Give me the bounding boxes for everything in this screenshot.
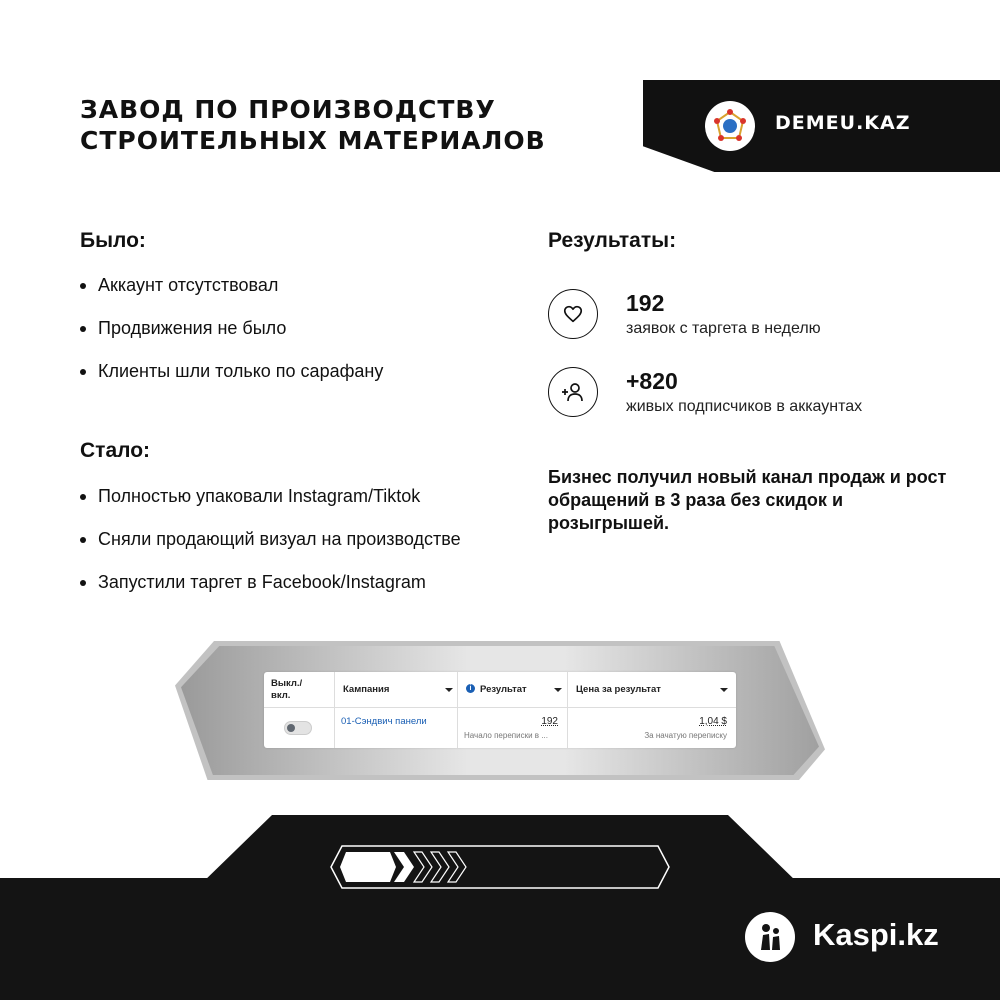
after-list bbox=[80, 485, 520, 614]
cost-column bbox=[567, 672, 737, 748]
stat-icon-circle bbox=[548, 289, 598, 339]
result-column bbox=[457, 672, 568, 748]
cost-subtext: За начатую переписку bbox=[644, 731, 727, 740]
column-header-toggle-line-2: вкл. bbox=[271, 690, 291, 701]
list-item: Аккаунт отсутствовал bbox=[80, 274, 520, 317]
kaspi-brand-text: Kaspi.kz bbox=[813, 917, 939, 952]
toggle-knob bbox=[287, 724, 295, 732]
campaign-column bbox=[334, 672, 458, 748]
atom-logo-icon bbox=[713, 109, 747, 143]
result-subtext: Начало переписки в ... bbox=[464, 731, 548, 740]
campaign-toggle[interactable] bbox=[284, 721, 312, 735]
kaspi-figure-icon bbox=[753, 920, 787, 954]
after-heading: Стало: bbox=[80, 439, 151, 462]
before-list bbox=[80, 274, 520, 403]
before-heading: Было: bbox=[80, 229, 146, 252]
kaspi-logo bbox=[745, 912, 795, 962]
progress-chevron bbox=[431, 852, 449, 882]
heart-icon bbox=[562, 303, 584, 325]
page-title-line-1: ЗАВОД ПО ПРОИЗВОДСТВУ bbox=[80, 95, 496, 124]
info-icon[interactable]: i bbox=[466, 684, 475, 693]
list-item: Полностью упаковали Instagram/Tiktok bbox=[80, 485, 520, 528]
column-header-result[interactable]: Результат bbox=[480, 684, 527, 695]
column-header-toggle-line-1: Выкл./ bbox=[271, 678, 303, 689]
stat-label: заявок с таргета в неделю bbox=[626, 320, 821, 337]
ads-results-table bbox=[264, 672, 736, 748]
stat-icon-circle bbox=[548, 367, 598, 417]
cost-value: 1,04 $ bbox=[699, 716, 727, 727]
column-header-campaign[interactable]: Кампания bbox=[343, 684, 390, 695]
progress-chevron bbox=[414, 852, 432, 882]
progress-chevron bbox=[448, 852, 466, 882]
brand-logo bbox=[705, 101, 755, 151]
stat-label: живых подписчиков в аккаунтах bbox=[626, 398, 863, 415]
results-summary: Бизнес получил новый канал продаж и рост обращений в 3 раза без скидок и розыгрышей. bbox=[548, 467, 947, 533]
list-item: Клиенты шли только по сарафану bbox=[80, 360, 520, 403]
progress-step-filled bbox=[340, 852, 396, 882]
list-item: Сняли продающий визуал на производстве bbox=[80, 528, 520, 571]
result-value: 192 bbox=[541, 716, 558, 727]
progress-chevron-filled bbox=[394, 852, 414, 882]
page-title bbox=[80, 94, 620, 156]
progress-indicator bbox=[330, 845, 670, 889]
chevron-down-icon[interactable] bbox=[445, 688, 453, 692]
list-item: Продвижения не было bbox=[80, 317, 520, 360]
stat-value: 192 bbox=[626, 290, 665, 316]
page-title-line-2: СТРОИТЕЛЬНЫХ МАТЕРИАЛОВ bbox=[80, 126, 546, 155]
stat-value: +820 bbox=[626, 368, 678, 394]
chevron-down-icon[interactable] bbox=[720, 688, 728, 692]
column-header-cost[interactable]: Цена за результат bbox=[576, 684, 661, 695]
add-user-icon bbox=[560, 381, 586, 403]
chevron-down-icon[interactable] bbox=[554, 688, 562, 692]
table-divider bbox=[264, 707, 736, 708]
brand-name: DEMEU.KAZ bbox=[775, 112, 911, 134]
results-heading: Результаты: bbox=[548, 229, 677, 252]
list-item: Запустили таргет в Facebook/Instagram bbox=[80, 571, 520, 614]
campaign-name-link[interactable]: 01-Сэндвич панели bbox=[341, 716, 427, 727]
column-header-toggle bbox=[271, 678, 302, 702]
